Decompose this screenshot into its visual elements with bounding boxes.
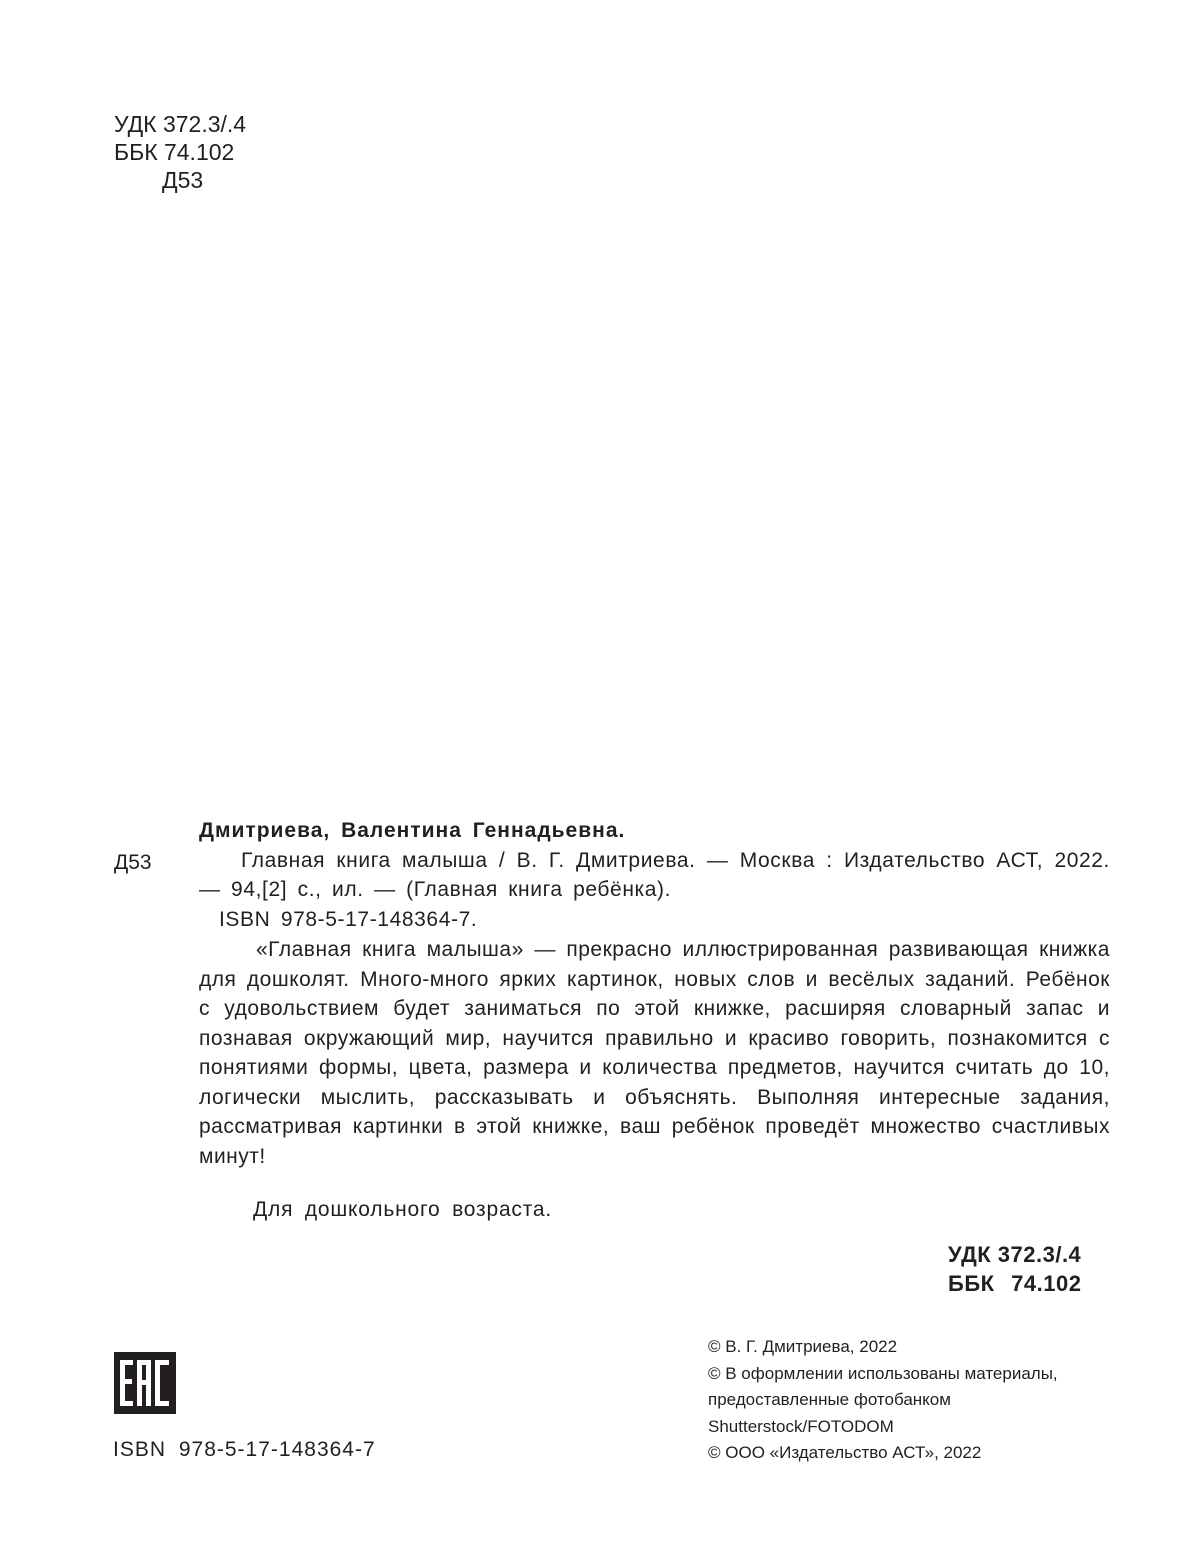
author-name: Дмитриева, Валентина Геннадьевна. — [199, 819, 626, 842]
isbn-record: ISBN 978-5-17-148364-7. — [219, 907, 478, 931]
bibliographic-record — [199, 816, 1110, 1171]
author-sign: Д53 — [162, 167, 204, 193]
eac-mark-icon — [114, 1352, 176, 1414]
annotation: «Главная книга малыша» — прекрасно иллюстрированная развивающая книжка для дошколят. Много-много ярких картинок, новых слов и весёлых заданий. Ребёнок с удовольствием будет заниматься по этой книжке, расширяя словарный запас и познавая окружающий мир, научится правильно и красиво говорить, познакомится с понятиями формы, цвета, размера и количества предметов, научится считать до 10, логически мыслить, рассказывать и объяснять. Выполняя интересные задания, рассматривая картинки в этой книжке, ваш ребёнок проведёт множество счастливых минут! — [199, 938, 1110, 1168]
copyright-line: Shutterstock/FOTODOM — [708, 1416, 894, 1436]
author-sign-side: Д53 — [114, 851, 152, 874]
book-reference: Главная книга малыша / В. Г. Дмитриева. — Москва : Издательство АСТ, 2022. — 94,[2] с., ил. — (Главная книга ребёнка). — [199, 848, 1110, 901]
age-audience: Для дошкольного возраста. — [253, 1198, 553, 1221]
udk-code-bottom: УДК 372.3/.4 — [948, 1242, 1082, 1267]
isbn-bottom: ISBN 978-5-17-148364-7 — [113, 1438, 376, 1461]
copyright-line: предоставленные фотобанком — [708, 1390, 951, 1409]
classification-codes-top — [114, 110, 246, 194]
udk-code: УДК 372.3/.4 — [114, 111, 247, 137]
copyright-block — [708, 1334, 1058, 1467]
classification-codes-bottom — [948, 1240, 1081, 1298]
bbk-code: ББК 74.102 — [114, 139, 235, 165]
copyright-line: © ООО «Издательство АСТ», 2022 — [708, 1443, 982, 1462]
bbk-code-bottom: ББК 74.102 — [948, 1271, 1082, 1296]
copyright-line: © В оформлении использованы материалы, — [708, 1363, 1058, 1383]
copyright-line: © В. Г. Дмитриева, 2022 — [708, 1337, 898, 1356]
